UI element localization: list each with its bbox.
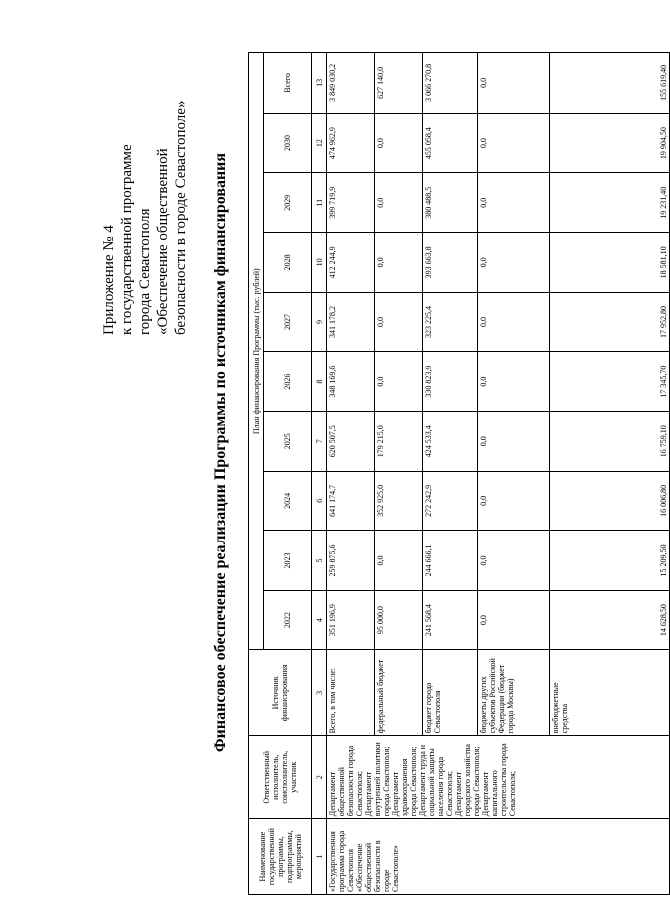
value-cell: 380 488,5	[423, 173, 478, 233]
value-cell: 399 719,9	[327, 173, 375, 233]
value-cell: 0,0	[478, 173, 550, 233]
value-cell: 0,0	[478, 113, 550, 173]
value-cell: 3 849 030,2	[327, 53, 375, 114]
source-cell: Всего, в том числе:	[327, 650, 375, 736]
value-cell: 348 169,6	[327, 352, 375, 412]
value-cell: 330 823,9	[423, 352, 478, 412]
value-cell: 620 507,5	[327, 411, 375, 471]
column-number: 9	[312, 292, 327, 352]
value-cell: 241 568,4	[423, 590, 478, 650]
value-cell: 0,0	[478, 531, 550, 591]
value-cell: 17 952,80	[550, 292, 670, 352]
value-cell: 3 066 270,8	[423, 53, 478, 114]
value-cell: 455 058,4	[423, 113, 478, 173]
value-cell: 14 628,50	[550, 590, 670, 650]
value-cell: 351 196,9	[327, 590, 375, 650]
header-year: 2029	[264, 173, 312, 233]
value-cell: 0,0	[478, 292, 550, 352]
appendix-line: «Обеспечение общественной	[155, 148, 171, 335]
value-cell: 0,0	[375, 233, 423, 293]
value-cell: 393 663,8	[423, 233, 478, 293]
source-cell: бюджет города Севастополя	[423, 650, 478, 736]
table-row	[327, 53, 375, 895]
value-cell: 95 000,0	[375, 590, 423, 650]
column-number: 6	[312, 471, 327, 531]
value-cell: 19 904,50	[550, 113, 670, 173]
source-cell: внебюджетные средства	[550, 650, 670, 736]
document-title: Финансовое обеспечение реализации Программы по источникам финансирования	[212, 152, 229, 753]
value-cell: 155 619,40	[550, 53, 670, 114]
value-cell: 0,0	[478, 411, 550, 471]
column-number: 12	[312, 113, 327, 173]
value-cell: 424 533,4	[423, 411, 478, 471]
header-executor: Ответственный исполнитель, соисполнитель, участник	[249, 736, 312, 819]
value-cell: 19 231,40	[550, 173, 670, 233]
value-cell: 18 581,10	[550, 233, 670, 293]
column-number: 8	[312, 352, 327, 412]
value-cell: 17 345,70	[550, 352, 670, 412]
value-cell: 179 215,0	[375, 411, 423, 471]
appendix-header	[100, 35, 190, 335]
header-row-plan	[249, 53, 264, 895]
financing-table	[248, 52, 670, 895]
appendix-line: безопасности в городе Севастополе»	[173, 100, 189, 335]
value-cell: 272 242,9	[423, 471, 478, 531]
value-cell: 641 174,7	[327, 471, 375, 531]
header-year: 2028	[264, 233, 312, 293]
column-number: 3	[312, 650, 327, 736]
column-number: 11	[312, 173, 327, 233]
column-number: 7	[312, 411, 327, 471]
header-source: Источник финансирования	[249, 650, 312, 736]
column-number: 1	[312, 819, 327, 895]
program-executors: Департамент общественной безопасности города Севастополя; Департамент внутренней политики города Севастополя; Департамент здравоохранения города Севастополя; Департамент труда и социальной защиты населения города Севастополя; Департамент городского хозяйства города Севастополя; Департамент капитального строительства города Севастополя;	[327, 736, 670, 819]
appendix-line: города Севастополя	[137, 208, 153, 335]
column-number: 5	[312, 531, 327, 591]
value-cell: 0,0	[375, 113, 423, 173]
value-cell: 0,0	[478, 590, 550, 650]
value-cell: 0,0	[375, 531, 423, 591]
value-cell: 244 666,1	[423, 531, 478, 591]
value-cell: 627 140,0	[375, 53, 423, 114]
value-cell: 0,0	[375, 173, 423, 233]
value-cell: 341 178,2	[327, 292, 375, 352]
header-year: 2030	[264, 113, 312, 173]
value-cell: 259 875,6	[327, 531, 375, 591]
column-number: 2	[312, 736, 327, 819]
header-plan: План финансирования Программы (тыс. рублей)	[249, 53, 264, 650]
header-year: 2025	[264, 411, 312, 471]
appendix-line: к государственной программе	[119, 144, 135, 335]
header-name: Наименование государственной программы, подпрограммы, мероприятий	[249, 819, 312, 895]
value-cell: 323 225,4	[423, 292, 478, 352]
value-cell: 0,0	[478, 53, 550, 114]
column-number: 4	[312, 590, 327, 650]
value-cell: 16 759,10	[550, 411, 670, 471]
column-number: 10	[312, 233, 327, 293]
value-cell: 412 244,9	[327, 233, 375, 293]
value-cell: 0,0	[478, 352, 550, 412]
value-cell: 352 925,0	[375, 471, 423, 531]
header-year: 2027	[264, 292, 312, 352]
value-cell: 15 209,50	[550, 531, 670, 591]
source-cell: федеральный бюджет	[375, 650, 423, 736]
header-year: 2026	[264, 352, 312, 412]
value-cell: 16 006,80	[550, 471, 670, 531]
header-year: 2024	[264, 471, 312, 531]
header-total: Всего	[264, 53, 312, 114]
value-cell: 0,0	[478, 233, 550, 293]
value-cell: 0,0	[375, 352, 423, 412]
source-cell: бюджеты других субъектов Российской Федерации (бюджет города Москвы)	[478, 650, 550, 736]
appendix-line: Приложение № 4	[101, 225, 117, 335]
column-number-row	[312, 53, 327, 895]
value-cell: 474 962,9	[327, 113, 375, 173]
value-cell: 0,0	[478, 471, 550, 531]
program-name: «Государственная программа города Севастополя «Обеспечение общественной безопасности в городе Севастополе»	[327, 819, 670, 895]
column-number: 13	[312, 53, 327, 114]
value-cell: 0,0	[375, 292, 423, 352]
header-year: 2022	[264, 590, 312, 650]
header-year: 2023	[264, 531, 312, 591]
